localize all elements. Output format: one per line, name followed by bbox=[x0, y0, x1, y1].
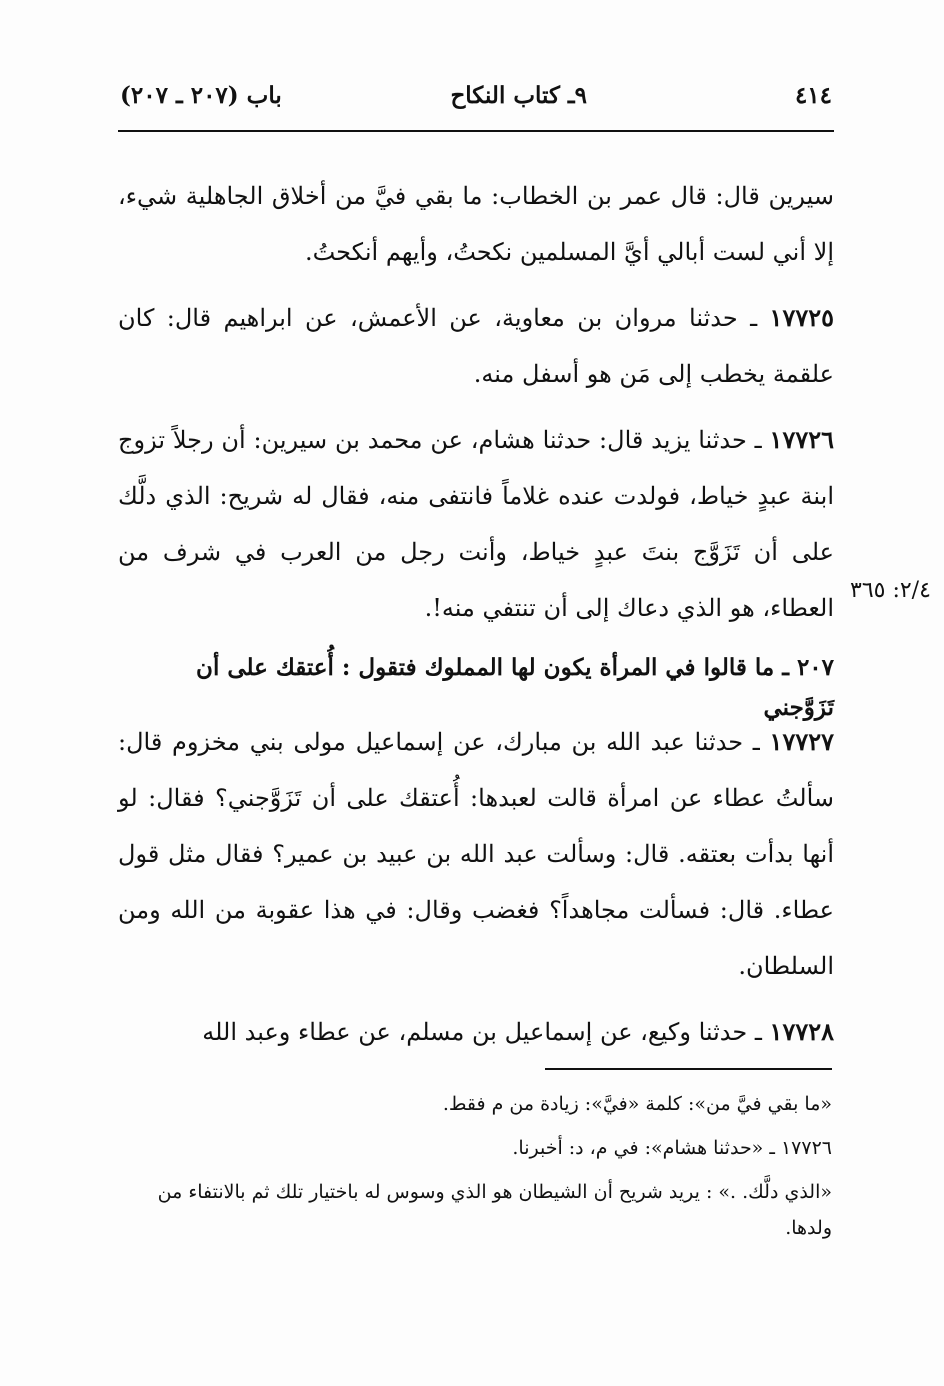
hadith-number: ١٧٧٢٧ bbox=[769, 727, 834, 756]
hadith-number: ١٧٧٢٦ bbox=[769, 425, 834, 454]
hadith-text: ـ حدثنا عبد الله بن مبارك، عن إسماعيل مولى بني مخزوم قال: سألتُ عطاء عن امرأة قالت لعبدها: أُعتقك على أن تَزَوَّجني؟ فقال: لو أنها بدأت بعتقه. قال: وسألت عبد الله بن عبيد بن عمير؟ فقال مثل قول عطاء. قال: فسألت مجاهداً؟ فغضب وقال: في هذا عقوبة من الله ومن السلطان. bbox=[118, 728, 834, 980]
hadith-text: ـ حدثنا مروان بن معاوية، عن الأعمش، عن ابراهيم قال: كان علقمة يخطب إلى مَن هو أسفل منه. bbox=[118, 304, 834, 388]
footnotes bbox=[118, 1086, 832, 1254]
hadith-17726 bbox=[118, 412, 834, 636]
hadith-17727 bbox=[118, 714, 834, 994]
chapter-range: باب (٢٠٧ ـ ٢٠٧) bbox=[120, 82, 282, 109]
book-title: ٩ـ كتاب النكاح bbox=[450, 82, 587, 109]
footnote: «الذي دلَّك. .» : يريد شريح أن الشيطان هو الذي وسوس له باختيار تلك ثم بالانتفاء من ولدها. bbox=[157, 1181, 832, 1239]
page-number: ٤١٤ bbox=[794, 82, 832, 109]
hadith-17728 bbox=[118, 1004, 834, 1060]
page-header bbox=[120, 82, 832, 122]
footnote: «ما بقي فيَّ من»: كلمة «فيَّ»: زيادة من م فقط. bbox=[442, 1093, 832, 1115]
footnote: ١٧٧٢٦ ـ «حدثنا هشام»: في م، د: أخبرنا. bbox=[512, 1137, 832, 1159]
text-block-2 bbox=[118, 714, 834, 1070]
hadith-text: ـ حدثنا يزيد قال: حدثنا هشام، عن محمد بن سيرين: أن رجلاً تزوج ابنة عبدٍ خياط، فولدت عنده غلاماً فانتفى منه، فقال له شريح: الذي دلَّك على أن تَزَوَّج بنتَ عبدٍ خياط، وأنت رجل من العرب في شرف من العطاء، هو الذي دعاك إلى أن تنتفي منه!. bbox=[118, 426, 834, 622]
header-rule bbox=[118, 130, 834, 132]
hadith-number: ١٧٧٢٨ bbox=[769, 1017, 834, 1046]
hadith-text: ـ حدثنا وكيع، عن إسماعيل بن مسلم، عن عطاء وعبد الله bbox=[202, 1018, 762, 1046]
hadith-17725 bbox=[118, 290, 834, 402]
section-heading: ٢٠٧ ـ ما قالوا في المرأة يكون لها المملوك فتقول : أُعتقك على أن تَزَوَّجني bbox=[196, 654, 834, 721]
paragraph-continuation: سيرين قال: قال عمر بن الخطاب: ما بقي فيَّ من أخلاق الجاهلية شيء، إلا أني لست أبالي أيَّ المسلمين نكحتُ، وأيهم أنكحتُ. bbox=[118, 182, 834, 266]
hadith-number: ١٧٧٢٥ bbox=[769, 303, 834, 332]
margin-reference: ٢/٤: ٣٦٥ bbox=[850, 578, 931, 603]
text-block-1 bbox=[118, 168, 834, 646]
footnote-rule bbox=[545, 1068, 832, 1070]
